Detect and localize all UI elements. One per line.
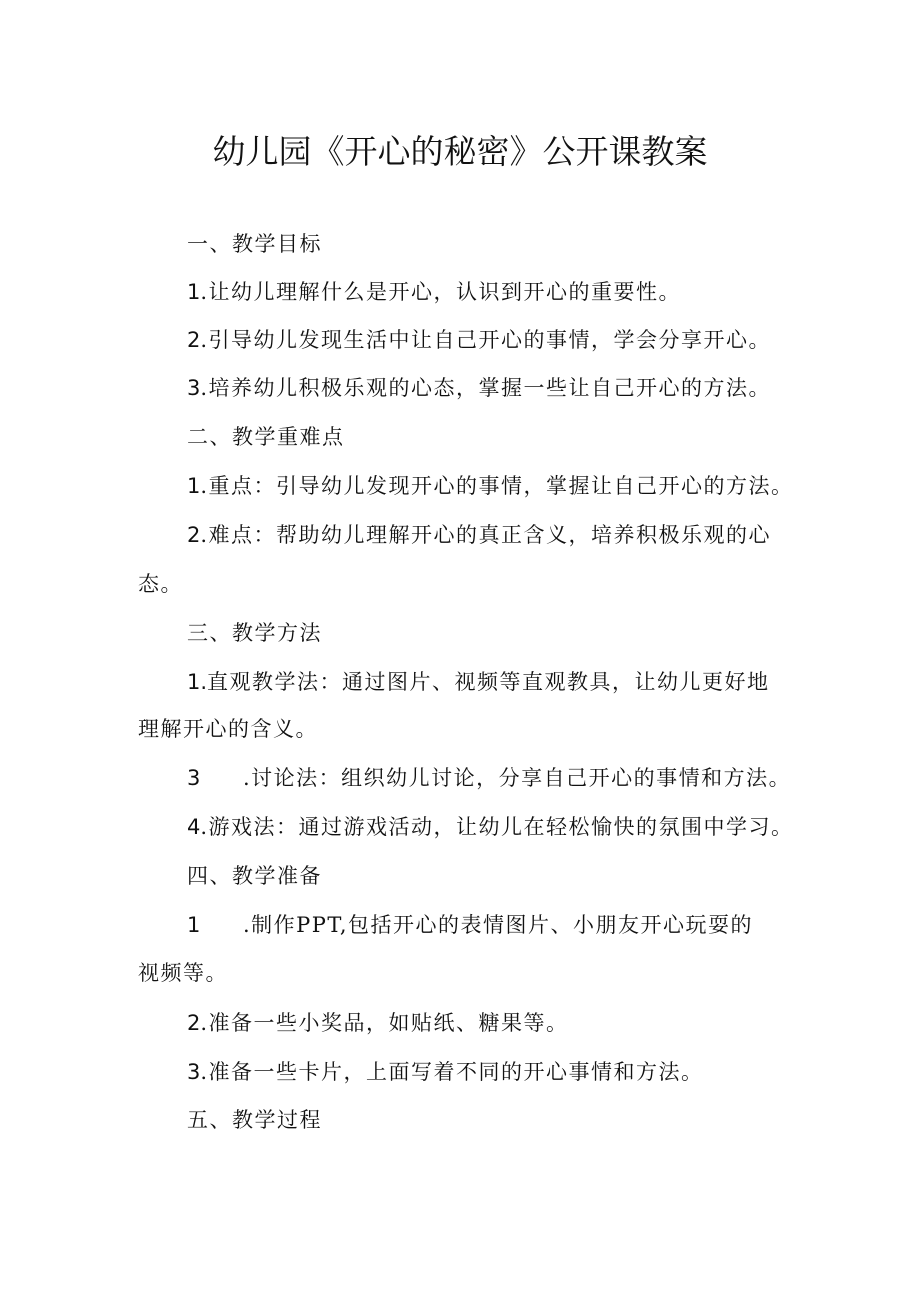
item-number: 1 bbox=[187, 280, 201, 304]
section-heading-2: 二、教学重难点 bbox=[187, 425, 345, 449]
list-item bbox=[187, 471, 794, 501]
item-continuation: 理解开心的含义。 bbox=[138, 717, 318, 741]
item-text: .游戏法：通过游戏活动，让幼儿在轻松愉快的氛围中学习。 bbox=[200, 815, 794, 839]
item-text: .准备一些卡片，上面写着不同的开心事情和方法。 bbox=[200, 1060, 704, 1084]
item-continuation: 态。 bbox=[138, 572, 183, 596]
item-text: .讨论法：组织幼儿讨论，分享自己开心的事情和方法。 bbox=[243, 766, 792, 790]
list-item bbox=[187, 910, 753, 940]
list-item bbox=[187, 277, 681, 307]
item-number: 3 bbox=[187, 1060, 201, 1084]
list-item bbox=[187, 763, 791, 793]
item-text: .难点：帮助幼儿理解开心的真正含义，培养积极乐观的心 bbox=[200, 523, 772, 547]
item-number: 2 bbox=[187, 328, 201, 352]
item-number: 4 bbox=[187, 815, 201, 839]
page-title: 幼儿园《开心的秘密》公开课教案 bbox=[212, 132, 708, 171]
list-item bbox=[187, 1008, 569, 1038]
item-number: 1. bbox=[187, 670, 208, 694]
item-text: .让幼儿理解什么是开心，认识到开心的重要性。 bbox=[200, 280, 682, 304]
section-heading-4: 四、教学准备 bbox=[187, 864, 322, 888]
item-number: 2 bbox=[187, 1011, 201, 1035]
item-text: .培养幼儿积极乐观的心态，掌握一些让自己开心的方法。 bbox=[200, 376, 772, 400]
list-item bbox=[187, 667, 770, 697]
list-item bbox=[187, 373, 771, 403]
item-number: 3 bbox=[187, 766, 201, 790]
list-item bbox=[187, 1057, 704, 1087]
list-item bbox=[187, 325, 771, 355]
section-heading-5: 五、教学过程 bbox=[187, 1108, 322, 1132]
item-number: 1 bbox=[187, 474, 201, 498]
item-number: 1 bbox=[187, 913, 201, 937]
item-continuation: 视频等。 bbox=[138, 961, 228, 985]
item-text: .重点：引导幼儿发现开心的事情，掌握让自己开心的方法。 bbox=[200, 474, 794, 498]
item-text: .引导幼儿发现生活中让自己开心的事情，学会分享开心。 bbox=[200, 328, 772, 352]
item-number: 3 bbox=[187, 376, 201, 400]
section-heading-1: 一、教学目标 bbox=[187, 232, 322, 256]
item-number: 2 bbox=[187, 523, 201, 547]
item-text: 直观教学法：通过图片、视频等直观教具，让幼儿更好地 bbox=[207, 670, 770, 694]
list-item bbox=[187, 520, 771, 550]
list-item bbox=[187, 812, 794, 842]
item-text: .制作PPT,包括开心的表情图片、小朋友开心玩耍的 bbox=[243, 913, 754, 937]
item-text: .准备一些小奖品，如贴纸、糖果等。 bbox=[200, 1011, 569, 1035]
section-heading-3: 三、教学方法 bbox=[187, 621, 322, 645]
